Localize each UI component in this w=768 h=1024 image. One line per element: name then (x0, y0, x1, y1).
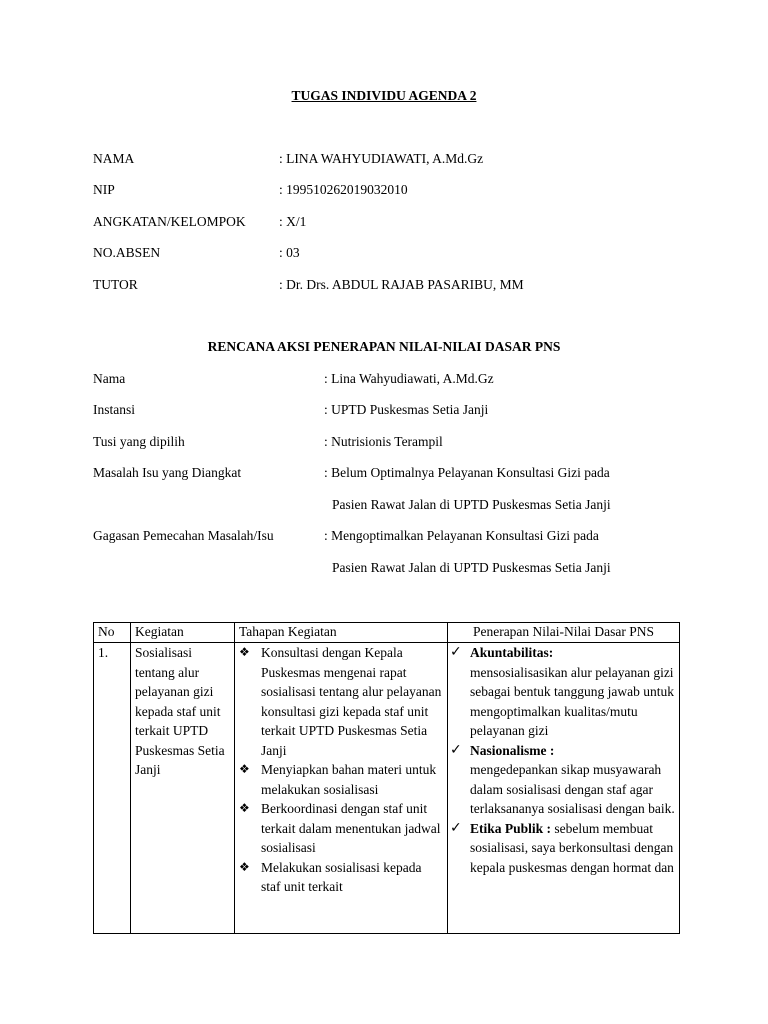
plan-label: Instansi (93, 402, 135, 417)
diamond-bullet-icon: ❖ (239, 762, 250, 776)
section-title: RENCANA AKSI PENERAPAN NILAI-NILAI DASAR PNS (207, 339, 561, 354)
list-item (452, 741, 675, 819)
diamond-bullet-icon: ❖ (239, 801, 250, 815)
header-kegiatan: Kegiatan (131, 623, 235, 643)
header-tahapan: Tahapan Kegiatan (235, 623, 448, 643)
step-text: Konsultasi dengan Kepala Puskesmas mengenai rapat sosialisasi tentang alur pelayanan konsultasi gizi kepada staf unit terkait UPTD Puskesmas Setia Janji (261, 645, 442, 758)
identity-value: : X/1 (279, 214, 307, 229)
cell-nilai (448, 643, 680, 934)
cell-kegiatan (131, 643, 235, 934)
plan-label: Tusi yang dipilih (93, 434, 185, 449)
plan-value: : Lina Wahyudiawati, A.Md.Gz (324, 371, 494, 386)
step-text: Berkoordinasi dengan staf unit terkait dalam menentukan jadwal sosialisasi (261, 801, 441, 855)
list-item (239, 858, 443, 897)
identity-value: : 03 (279, 245, 300, 260)
list-item (239, 760, 443, 799)
identity-value: : Dr. Drs. ABDUL RAJAB PASARIBU, MM (279, 277, 524, 292)
plan-label: Nama (93, 371, 126, 386)
value-text: mengedepankan sikap musyawarah dalam sosialisasi dengan staf agar terlaksananya sosialisasi dengan baik. (470, 762, 675, 816)
step-text: Melakukan sosialisasi kepada staf unit terkait (261, 859, 422, 894)
value-text: mensosialisasikan alur pelayanan gizi sebagai bentuk tanggung jawab untuk mengoptimalkan kualitas/mutu pelayanan gizi (470, 664, 674, 738)
checkmark-icon: ✓ (450, 741, 462, 758)
table-row (94, 643, 680, 934)
plan-label: Gagasan Pemecahan Masalah/Isu (93, 528, 274, 543)
list-item (239, 643, 443, 760)
list-item (452, 643, 675, 741)
cell-no: 1. (94, 643, 131, 934)
value-text: sebelum membuat sosialisasi, saya berkonsultasi dengan kepala puskesmas dengan hormat dan (470, 820, 674, 875)
checkmark-icon: ✓ (450, 819, 462, 836)
action-plan-table (93, 622, 680, 934)
checkmark-icon: ✓ (450, 644, 462, 660)
identity-label: NAMA (93, 151, 135, 166)
identity-label: NIP (93, 182, 115, 197)
table-header-row (94, 623, 680, 643)
identity-label: TUTOR (93, 277, 138, 292)
plan-value-continuation: Pasien Rawat Jalan di UPTD Puskesmas Setia Janji (332, 497, 611, 512)
plan-value-continuation: Pasien Rawat Jalan di UPTD Puskesmas Setia Janji (332, 560, 611, 575)
list-item (452, 819, 675, 878)
diamond-bullet-icon: ❖ (239, 645, 250, 659)
plan-value: : Belum Optimalnya Pelayanan Konsultasi Gizi pada (324, 465, 610, 480)
document-title: TUGAS INDIVIDU AGENDA 2 (291, 88, 477, 103)
value-heading: Akuntabilitas: (470, 645, 554, 660)
identity-label: ANGKATAN/KELOMPOK (93, 214, 246, 229)
header-nilai-dasar: Penerapan Nilai-Nilai Dasar PNS (448, 623, 680, 643)
plan-value: : Mengoptimalkan Pelayanan Konsultasi Gizi pada (324, 528, 599, 543)
nilai-list (452, 643, 675, 877)
cell-tahapan (235, 643, 448, 934)
identity-value: : 199510262019032010 (279, 182, 408, 197)
step-text: Menyiapkan bahan materi untuk melakukan sosialisasi (261, 762, 437, 797)
value-heading: Nasionalisme : (470, 742, 555, 758)
diamond-bullet-icon: ❖ (239, 859, 250, 874)
value-heading: Etika Publik : (470, 820, 552, 836)
list-item (239, 799, 443, 858)
identity-value: : LINA WAHYUDIAWATI, A.Md.Gz (279, 151, 484, 166)
kegiatan-text: Sosialisasi tentang alur pelayanan gizi kepada staf unit terkait UPTD Puskesmas Setia Janji (135, 645, 225, 777)
tahapan-list (239, 643, 443, 897)
plan-value: : UPTD Puskesmas Setia Janji (324, 402, 489, 417)
header-no: No (94, 623, 131, 643)
plan-label: Masalah Isu yang Diangkat (93, 465, 242, 480)
identity-label: NO.ABSEN (93, 245, 161, 260)
plan-value: : Nutrisionis Terampil (324, 434, 443, 449)
